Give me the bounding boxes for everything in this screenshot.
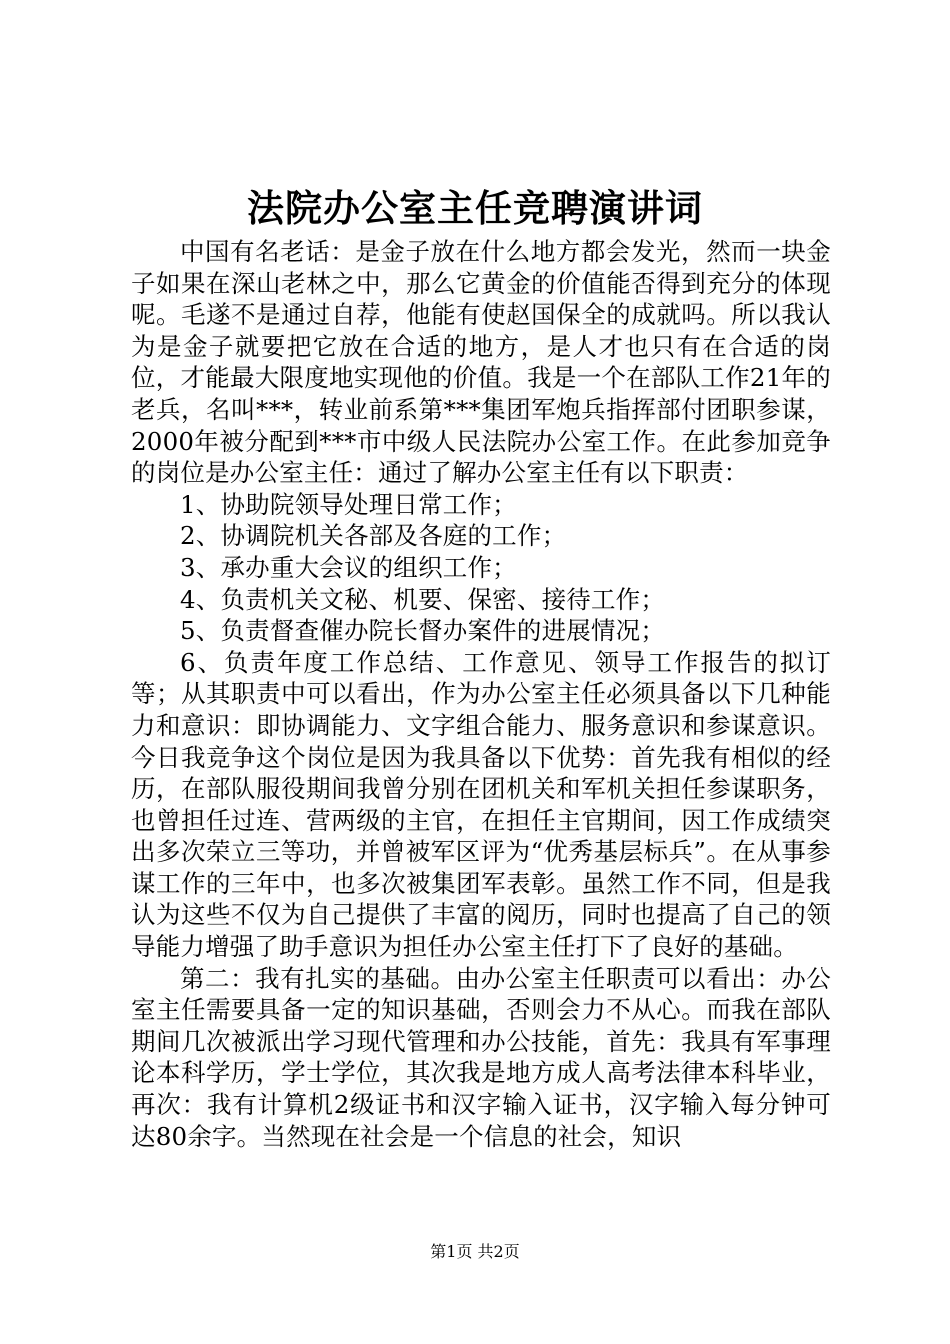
document-body (131, 236, 831, 1152)
document-title: 法院办公室主任竞聘演讲词 (247, 186, 703, 230)
duty-item-3: 3、承办重大会议的组织工作； (180, 552, 517, 582)
duty-item-6: 6、负责年度工作总结、工作意见、领导工作报告的拟订等；从其职责中可以看出，作为办公室主任必须具备以下几种能力和意识：即协调能力、文字组合能力、服务意识和参谋意识。今日我竞争这个岗位是因为我具备以下优势：首先我有相似的经历，在部队服役期间我曾分别在团机关和军机关担任参谋职务，也曾担任过连、营两级的主官，在担任主官期间，因工作成绩突出多次荣立三等功，并曾被军区评为“优秀基层标兵”。在从事参谋工作的三年中，也多次被集团军表彰。虽然工作不同，但是我认为这些不仅为自己提供了丰富的阅历，同时也提高了自己的领导能力增强了助手意识为担任办公室主任打下了良好的基础。 (131, 647, 831, 962)
duty-item-2: 2、协调院机关各部及各庭的工作； (180, 521, 567, 551)
page-footer: 第1页 共2页 (430, 1242, 520, 1261)
paragraph-second: 第二：我有扎实的基础。由办公室主任职责可以看出：办公室主任需要具备一定的知识基础，否则会力不从心。而我在部队期间几次被派出学习现代管理和办公技能，首先：我具有军事理论本科学历，学士学位，其次我是地方成人高考法律本科毕业，再次：我有计算机2级证书和汉字输入证书，汉字输入每分钟可达80余字。当然现在社会是一个信息的社会，知识 (131, 963, 831, 1151)
duty-item-5: 5、负责督查催办院长督办案件的进展情况； (180, 616, 666, 646)
duty-item-4: 4、负责机关文秘、机要、保密、接待工作； (180, 584, 666, 614)
duty-item-1: 1、协助院领导处理日常工作； (180, 489, 517, 519)
paragraph-intro: 中国有名老话：是金子放在什么地方都会发光，然而一块金子如果在深山老林之中，那么它黄金的价值能否得到充分的体现呢。毛遂不是通过自荐，他能有使赵国保全的成就吗。所以我认为是金子就要把它放在合适的地方，是人才也只有在合适的岗位，才能最大限度地实现他的价值。我是一个在部队工作21年的老兵，名叫***，转业前系第***集团军炮兵指挥部付团职参谋，2000年被分配到***市中级人民法院办公室工作。在此参加竞争的岗位是办公室主任：通过了解办公室主任有以下职责： (131, 237, 831, 488)
